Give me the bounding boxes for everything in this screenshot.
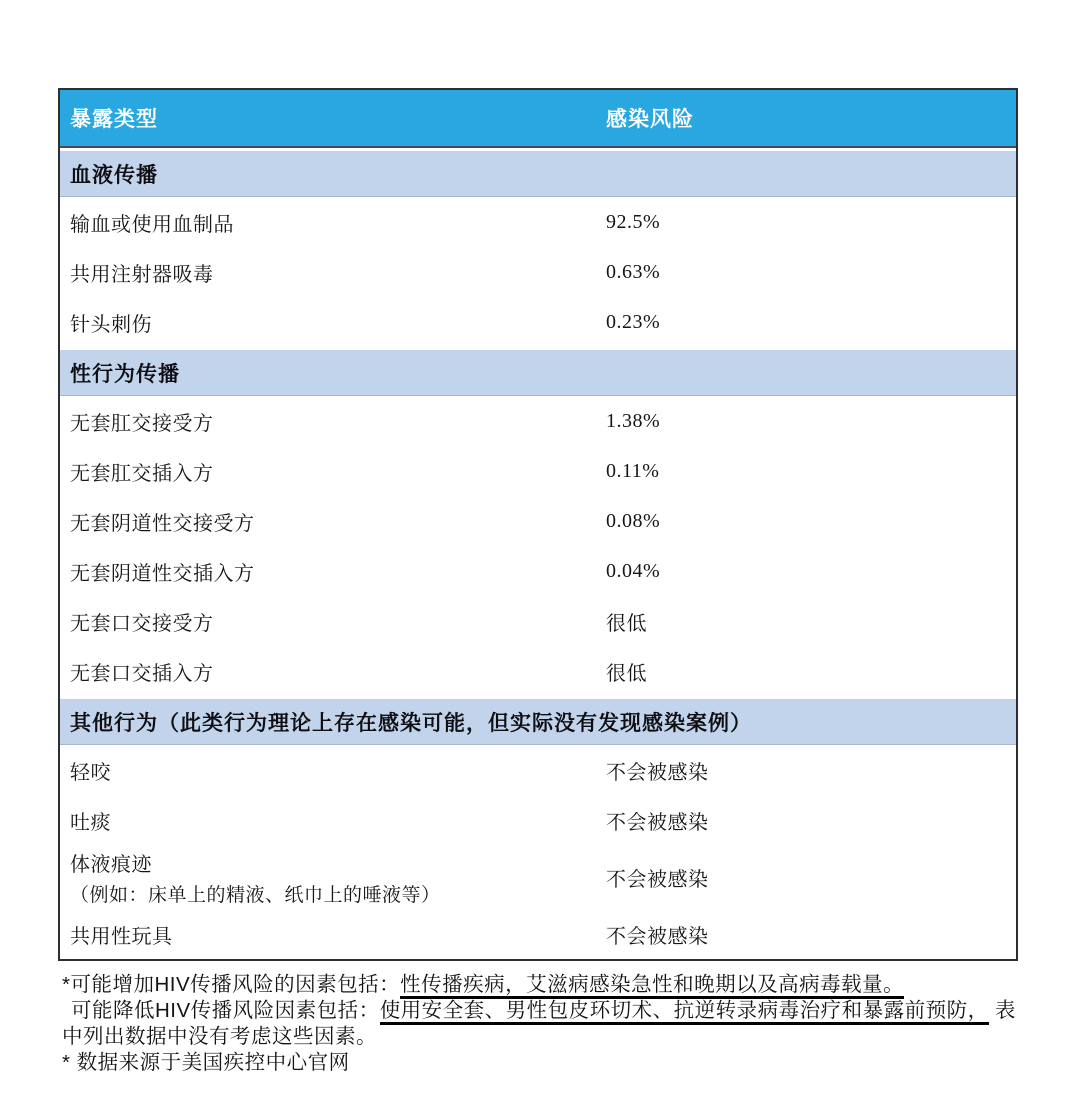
row-label-cell — [60, 657, 606, 686]
table-row — [60, 546, 1016, 596]
footnote-underlined-text: 性传播疾病，艾滋病感染急性和晚期以及高病毒载量。 — [400, 973, 904, 999]
row-value: 不会被感染 — [606, 925, 709, 948]
row-value-cell — [606, 460, 1016, 483]
table-row — [60, 247, 1016, 297]
table-header-row — [60, 90, 1016, 148]
row-label-cell — [60, 920, 606, 949]
row-label-cell — [60, 258, 606, 287]
row-label-cell — [60, 507, 606, 536]
footnote-text: * 数据来源于美国疾控中心官网 — [62, 1051, 350, 1074]
row-label-cell — [60, 208, 606, 237]
table-row — [60, 396, 1016, 446]
row-value: 0.04% — [606, 559, 661, 582]
section-title: 其他行为（此类行为理论上存在感染可能，但实际没有发现感染案例） — [70, 711, 752, 735]
row-value: 不会被感染 — [606, 761, 709, 784]
footnote-text: 中列出数据中没有考虑这些因素。 — [62, 1025, 377, 1048]
footnote-text: *可能增加HIV传播风险的因素包括： — [62, 973, 401, 996]
hiv-risk-table — [58, 88, 1018, 961]
section-title: 性行为传播 — [70, 362, 180, 386]
row-value: 不会被感染 — [606, 811, 709, 834]
row-label: 无套阴道性交插入方 — [70, 562, 255, 585]
row-label-cell — [60, 457, 606, 486]
row-value-cell — [606, 510, 1016, 533]
row-value-cell — [606, 657, 1016, 686]
row-value: 92.5% — [606, 210, 661, 233]
footnote-text: 表 — [988, 999, 1016, 1022]
footnote-text: 可能降低HIV传播风险因素包括： — [71, 999, 380, 1022]
table-row — [60, 197, 1016, 247]
row-value: 很低 — [606, 612, 647, 635]
footnote-line — [62, 972, 1027, 998]
row-value-cell — [606, 410, 1016, 433]
row-label-cell — [60, 407, 606, 436]
row-label: 体液痕迹 — [70, 853, 152, 876]
row-label: 轻咬 — [70, 761, 111, 784]
row-label: 无套肛交接受方 — [70, 412, 214, 435]
row-value-cell — [606, 560, 1016, 583]
footnote-underlined-text: 使用安全套、男性包皮环切术、抗逆转录病毒治疗和暴露前预防， — [380, 999, 989, 1025]
row-label: 输血或使用血制品 — [70, 213, 234, 236]
row-label: 吐痰 — [70, 811, 111, 834]
table-row — [60, 446, 1016, 496]
column-header-exposure-type: 暴露类型 — [70, 108, 158, 131]
section-header — [60, 350, 1016, 396]
row-value: 很低 — [606, 662, 647, 685]
row-value: 0.11% — [606, 459, 660, 482]
row-label-cell — [60, 308, 606, 337]
row-value: 不会被感染 — [606, 868, 709, 891]
table-row — [60, 646, 1016, 696]
row-label-cell — [60, 806, 606, 835]
table-body — [60, 151, 1016, 959]
row-value: 1.38% — [606, 409, 661, 432]
row-label: 无套阴道性交接受方 — [70, 512, 255, 535]
footnote-line — [62, 998, 1027, 1024]
table-row — [60, 496, 1016, 546]
table-row — [60, 745, 1016, 795]
row-value-cell — [606, 863, 1016, 892]
row-label-cell — [60, 607, 606, 636]
row-label-cell — [60, 848, 606, 907]
section-header — [60, 151, 1016, 197]
row-sublabel: （例如：床单上的精液、纸巾上的唾液等） — [70, 884, 441, 906]
table-row — [60, 845, 1016, 909]
row-value-cell — [606, 920, 1016, 949]
row-label-cell — [60, 756, 606, 785]
row-value: 0.63% — [606, 260, 661, 283]
row-value-cell — [606, 311, 1016, 334]
row-label: 无套口交插入方 — [70, 662, 214, 685]
footnotes — [62, 972, 1027, 1076]
row-value: 0.08% — [606, 509, 661, 532]
table-row — [60, 909, 1016, 959]
row-value-cell — [606, 756, 1016, 785]
section-title: 血液传播 — [70, 163, 158, 187]
row-value: 0.23% — [606, 310, 661, 333]
table-row — [60, 795, 1016, 845]
row-value-cell — [606, 261, 1016, 284]
column-header-infection-risk: 感染风险 — [606, 108, 694, 131]
row-label: 共用性玩具 — [70, 925, 173, 948]
footnote-line — [62, 1050, 1027, 1076]
footnote-line — [62, 1024, 1027, 1050]
row-label: 针头刺伤 — [70, 313, 152, 336]
row-value-cell — [606, 607, 1016, 636]
row-label-cell — [60, 557, 606, 586]
table-row — [60, 596, 1016, 646]
row-value-cell — [606, 211, 1016, 234]
row-label: 共用注射器吸毒 — [70, 263, 214, 286]
section-header — [60, 699, 1016, 745]
row-label: 无套口交接受方 — [70, 612, 214, 635]
row-label: 无套肛交插入方 — [70, 462, 214, 485]
table-row — [60, 297, 1016, 347]
row-value-cell — [606, 806, 1016, 835]
